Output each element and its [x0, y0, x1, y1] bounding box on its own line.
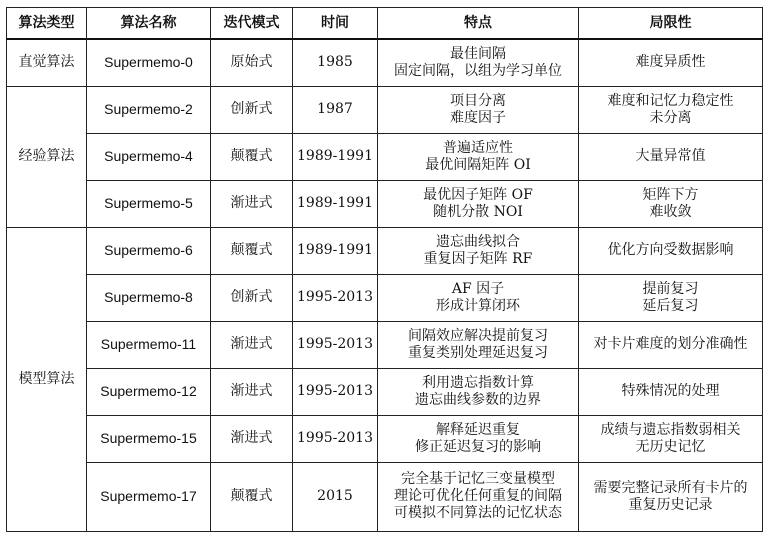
cell-features-line: 最优因子矩阵 OF [423, 186, 533, 203]
table-row [7, 274, 763, 321]
cell-algorithm-type: 模型算法 [7, 227, 87, 531]
cell-iteration-mode: 渐进式 [211, 368, 293, 415]
cell-algorithm-name: Supermemo-5 [87, 180, 211, 227]
cell-time: 1995-2013 [293, 274, 378, 321]
cell-features [378, 133, 579, 180]
cell-limitations [579, 86, 763, 133]
cell-limitations-line: 特殊情况的处理 [621, 383, 720, 399]
cell-algorithm-type: 直觉算法 [7, 39, 87, 86]
cell-iteration-mode: 颠覆式 [211, 227, 293, 274]
cell-features-line: 遗忘曲线参数的边界 [415, 391, 541, 408]
header-algorithm-type: 算法类型 [7, 8, 87, 40]
cell-limitations-line: 延后复习 [642, 297, 699, 314]
cell-algorithm-name: Supermemo-4 [87, 133, 211, 180]
cell-features-line: 难度因子 [450, 109, 506, 126]
cell-limitations [579, 415, 763, 462]
header-algorithm-name: 算法名称 [87, 8, 211, 40]
header-row [7, 8, 763, 40]
cell-features-line: 间隔效应解决提前复习 [408, 327, 548, 344]
cell-limitations-line: 难收敛 [649, 203, 692, 220]
cell-limitations-line: 对卡片难度的划分准确性 [593, 336, 748, 352]
table-row [7, 133, 763, 180]
cell-limitations [579, 39, 763, 86]
cell-features [378, 462, 579, 531]
cell-algorithm-type: 经验算法 [7, 86, 87, 227]
cell-features-line: 解释延迟重复 [436, 421, 520, 438]
cell-limitations-line: 优化方向受数据影响 [607, 242, 734, 258]
cell-features-line: 重复因子矩阵 RF [423, 250, 533, 267]
cell-features [378, 227, 579, 274]
cell-algorithm-name: Supermemo-17 [87, 462, 211, 531]
table-row [7, 368, 763, 415]
cell-limitations-line: 提前复习 [642, 280, 699, 297]
cell-features-line: 随机分散 NOI [433, 203, 523, 220]
supermemo-algorithm-table [6, 7, 763, 532]
cell-iteration-mode: 原始式 [211, 39, 293, 86]
cell-iteration-mode: 渐进式 [211, 415, 293, 462]
cell-algorithm-name: Supermemo-0 [87, 39, 211, 86]
cell-limitations-line: 无历史记忆 [635, 438, 706, 455]
cell-features [378, 321, 579, 368]
cell-algorithm-name: Supermemo-12 [87, 368, 211, 415]
cell-features [378, 415, 579, 462]
header-iteration-mode: 迭代模式 [211, 8, 293, 40]
cell-features [378, 368, 579, 415]
cell-algorithm-name: Supermemo-8 [87, 274, 211, 321]
cell-limitations-line: 难度和记忆力稳定性 [607, 92, 734, 109]
cell-limitations [579, 227, 763, 274]
cell-iteration-mode: 渐进式 [211, 180, 293, 227]
cell-limitations-line: 难度异质性 [635, 54, 706, 71]
cell-time: 1995-2013 [293, 368, 378, 415]
cell-time: 1989-1991 [293, 133, 378, 180]
cell-features-line: 重复类别处理延迟复习 [408, 344, 548, 361]
cell-features-line: 可模拟不同算法的记忆状态 [394, 505, 562, 521]
cell-time: 1987 [293, 86, 378, 133]
cell-features [378, 86, 579, 133]
cell-iteration-mode: 创新式 [211, 86, 293, 133]
cell-features-line: 修正延迟复习的影响 [415, 438, 541, 455]
cell-time: 2015 [293, 462, 378, 531]
header-time: 时间 [293, 8, 378, 40]
cell-limitations [579, 368, 763, 415]
cell-limitations-line: 矩阵下方 [642, 186, 699, 203]
table-row [7, 39, 763, 86]
header-features: 特点 [378, 8, 579, 40]
cell-time: 1995-2013 [293, 415, 378, 462]
cell-iteration-mode: 渐进式 [211, 321, 293, 368]
table-row [7, 86, 763, 133]
cell-algorithm-name: Supermemo-6 [87, 227, 211, 274]
cell-time: 1985 [293, 39, 378, 86]
cell-limitations-line: 成绩与遗忘指数弱相关 [600, 421, 741, 438]
table-row [7, 180, 763, 227]
cell-features-line: 利用遗忘指数计算 [422, 374, 534, 391]
cell-time: 1989-1991 [293, 180, 378, 227]
cell-limitations-line: 未分离 [649, 109, 692, 126]
cell-limitations [579, 180, 763, 227]
cell-features-line: 最佳间隔 [450, 45, 506, 62]
cell-limitations-line: 需要完整记录所有卡片的 [593, 479, 748, 496]
cell-limitations [579, 462, 763, 531]
cell-features-line: AF 因子 [451, 280, 505, 297]
header-limitations: 局限性 [579, 8, 763, 40]
cell-features-line: 理论可优化任何重复的间隔 [394, 488, 562, 504]
cell-features [378, 39, 579, 86]
cell-time: 1995-2013 [293, 321, 378, 368]
cell-limitations [579, 274, 763, 321]
cell-features [378, 180, 579, 227]
cell-features-line: 形成计算闭环 [436, 297, 520, 314]
cell-features [378, 274, 579, 321]
cell-limitations [579, 321, 763, 368]
table-row [7, 415, 763, 462]
cell-features-line: 固定间隔，以组为学习单位 [394, 62, 562, 79]
table-row [7, 227, 763, 274]
cell-features-line: 项目分离 [450, 92, 506, 109]
cell-time: 1989-1991 [293, 227, 378, 274]
cell-iteration-mode: 颠覆式 [211, 462, 293, 531]
cell-algorithm-name: Supermemo-2 [87, 86, 211, 133]
cell-algorithm-name: Supermemo-11 [87, 321, 211, 368]
algorithm-table-container [6, 7, 763, 532]
cell-limitations-line: 大量异常值 [635, 148, 706, 164]
cell-features-line: 普遍适应性 [443, 139, 513, 156]
cell-limitations [579, 133, 763, 180]
cell-limitations-line: 重复历史记录 [628, 496, 713, 513]
cell-features-line: 遗忘曲线拟合 [436, 233, 520, 250]
table-body [7, 39, 763, 531]
cell-iteration-mode: 创新式 [211, 274, 293, 321]
cell-features-line: 最优间隔矩阵 OI [425, 156, 531, 173]
cell-iteration-mode: 颠覆式 [211, 133, 293, 180]
table-row [7, 462, 763, 531]
cell-features-line: 完全基于记忆三变量模型 [401, 471, 555, 487]
table-row [7, 321, 763, 368]
cell-algorithm-name: Supermemo-15 [87, 415, 211, 462]
